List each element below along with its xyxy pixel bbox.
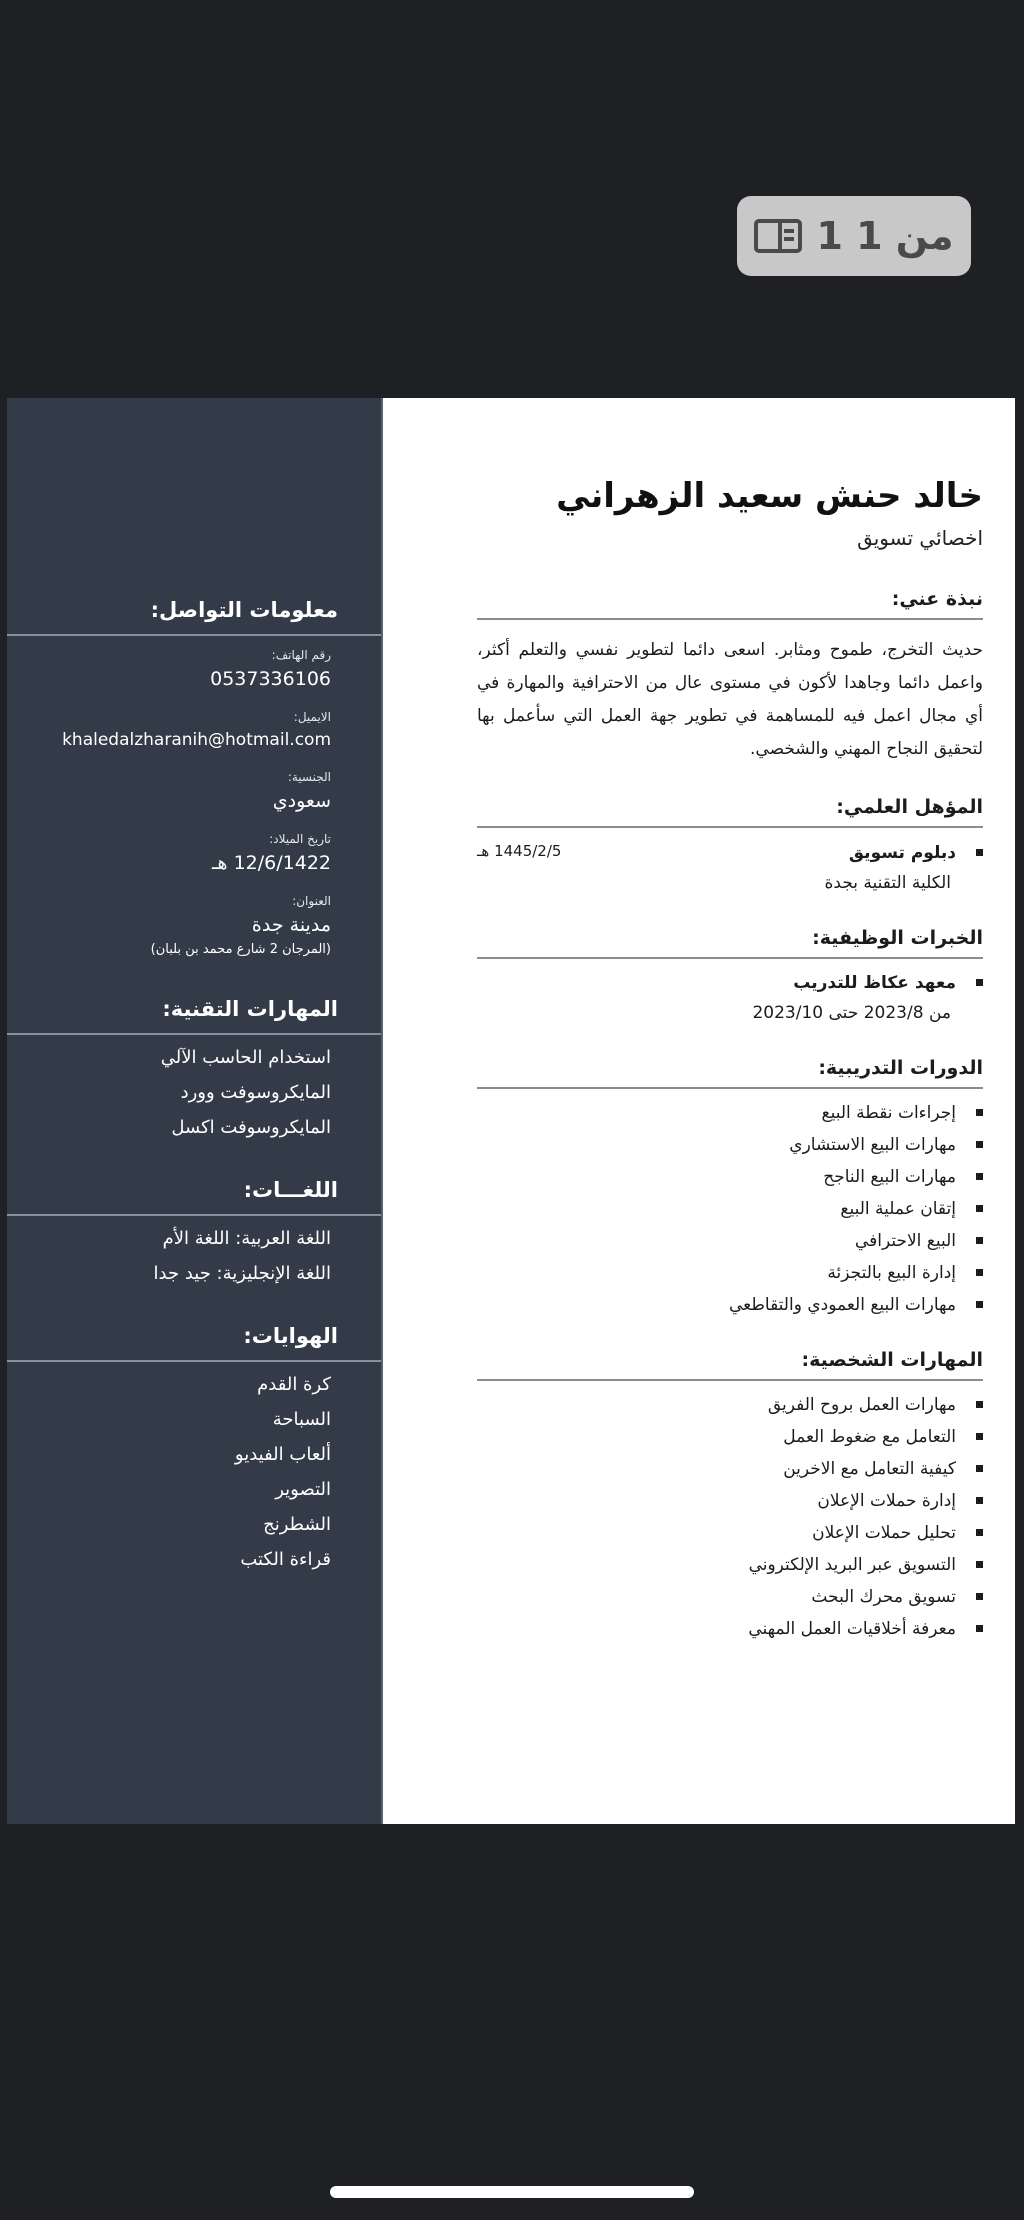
home-indicator[interactable] [330, 2186, 694, 2198]
list-item: مهارات العمل بروح الفريق [477, 1395, 983, 1415]
education-date: 1445/2/5 هـ [477, 842, 562, 860]
hobbies-section [7, 1324, 383, 1570]
courses-section [477, 1057, 983, 1315]
personal-skills-section [477, 1349, 983, 1639]
list-item: ألعاب الفيديو [234, 1444, 331, 1465]
tech-skills-heading: المهارات التقنية: [7, 997, 383, 1035]
list-item: اللغة الإنجليزية: جيد جدا [153, 1263, 331, 1284]
list-item: التصوير [275, 1479, 331, 1500]
list-item: الشطرنج [263, 1514, 331, 1535]
hobbies-heading: الهوايات: [7, 1324, 383, 1362]
list-item: إتقان عملية البيع [477, 1199, 983, 1219]
address-value: مدينة جدة [251, 914, 331, 936]
job-title: اخصائي تسويق [857, 526, 983, 550]
list-item: إدارة حملات الإعلان [477, 1491, 983, 1511]
address-label: العنوان: [292, 894, 331, 908]
list-item: قراءة الكتب [240, 1549, 331, 1570]
page-indicator-text: 1 من 1 [816, 214, 954, 258]
phone-item [7, 648, 331, 690]
main-content [383, 398, 1015, 1824]
list-item: المايكروسوفت وورد [180, 1082, 331, 1103]
list-item: استخدام الحاسب الآلي [160, 1047, 331, 1068]
list-item: كرة القدم [257, 1374, 331, 1395]
email-item [7, 710, 331, 750]
person-name: خالد حنش سعيد الزهراني [556, 476, 983, 516]
list-item: التسويق عبر البريد الإلكتروني [477, 1555, 983, 1575]
page-indicator[interactable] [737, 196, 971, 276]
list-item: إدارة البيع بالتجزئة [477, 1263, 983, 1283]
list-item: إجراءات نقطة البيع [477, 1103, 983, 1123]
address-item [7, 894, 331, 957]
languages-section [7, 1178, 383, 1284]
contact-heading: معلومات التواصل: [7, 598, 383, 636]
birth-label: تاريخ الميلاد: [269, 832, 331, 846]
list-item: السباحة [272, 1409, 331, 1430]
bullet-icon [976, 979, 983, 986]
list-item: تسويق محرك البحث [477, 1587, 983, 1607]
sidebar [7, 398, 383, 1824]
list-item: البيع الاحترافي [477, 1231, 983, 1251]
list-item: المايكروسوفت اكسل [171, 1117, 331, 1138]
experience-period: من 2023/8 حتى 2023/10 [752, 1002, 951, 1023]
phone-value: 0537336106 [210, 668, 331, 690]
nationality-item [7, 770, 331, 812]
email-label: الايميل: [293, 710, 331, 724]
about-text: حديث التخرج، طموح ومثابر. اسعى دائما لتطوير نفسي والتعلم أكثر، واعمل دائما وجاهدا لأكون في مستوى عال من الاحترافية والمهارة في أي مجال اعمل فيه للمساهمة في تطوير جهة العمل التي سأعمل بها لتحقيق النجاح المهني والشخصي. [477, 640, 983, 759]
list-item: تحليل حملات الإعلان [477, 1523, 983, 1543]
birth-value: 12/6/1422 هـ [211, 852, 331, 874]
courses-heading: الدورات التدريبية: [477, 1057, 983, 1089]
nationality-label: الجنسية: [287, 770, 331, 784]
tech-skills-section [7, 997, 383, 1138]
birth-item [7, 832, 331, 874]
experience-company: معهد عكاظ للتدريب [793, 972, 956, 993]
list-item: مهارات البيع العمودي والتقاطعي [477, 1295, 983, 1315]
education-degree: دبلوم تسويق [848, 842, 956, 863]
contact-section [7, 598, 383, 957]
personal-skills-heading: المهارات الشخصية: [477, 1349, 983, 1381]
languages-heading: اللغـــات: [7, 1178, 383, 1216]
phone-label: رقم الهاتف: [271, 648, 331, 662]
education-institution: الكلية التقنية بجدة [824, 872, 951, 893]
list-item: مهارات البيع الناجح [477, 1167, 983, 1187]
education-section [477, 796, 983, 893]
experience-heading: الخبرات الوظيفية: [477, 927, 983, 959]
resume-page [7, 398, 1015, 1824]
list-item: اللغة العربية: اللغة الأم [162, 1228, 331, 1249]
list-item: التعامل مع ضغوط العمل [477, 1427, 983, 1447]
nationality-value: سعودي [272, 790, 331, 812]
address-detail: (المرجان 2 شارع محمد بن بلبان) [150, 942, 331, 957]
list-item: مهارات البيع الاستشاري [477, 1135, 983, 1155]
about-heading: نبذة عني: [477, 588, 983, 620]
experience-section [477, 927, 983, 1023]
email-value: khaledalzharanih@hotmail.com [62, 730, 331, 750]
list-item: كيفية التعامل مع الاخرين [477, 1459, 983, 1479]
list-item: معرفة أخلاقيات العمل المهني [477, 1619, 983, 1639]
about-section [477, 588, 983, 766]
bullet-icon [976, 849, 983, 856]
book-icon [754, 219, 802, 253]
education-heading: المؤهل العلمي: [477, 796, 983, 828]
